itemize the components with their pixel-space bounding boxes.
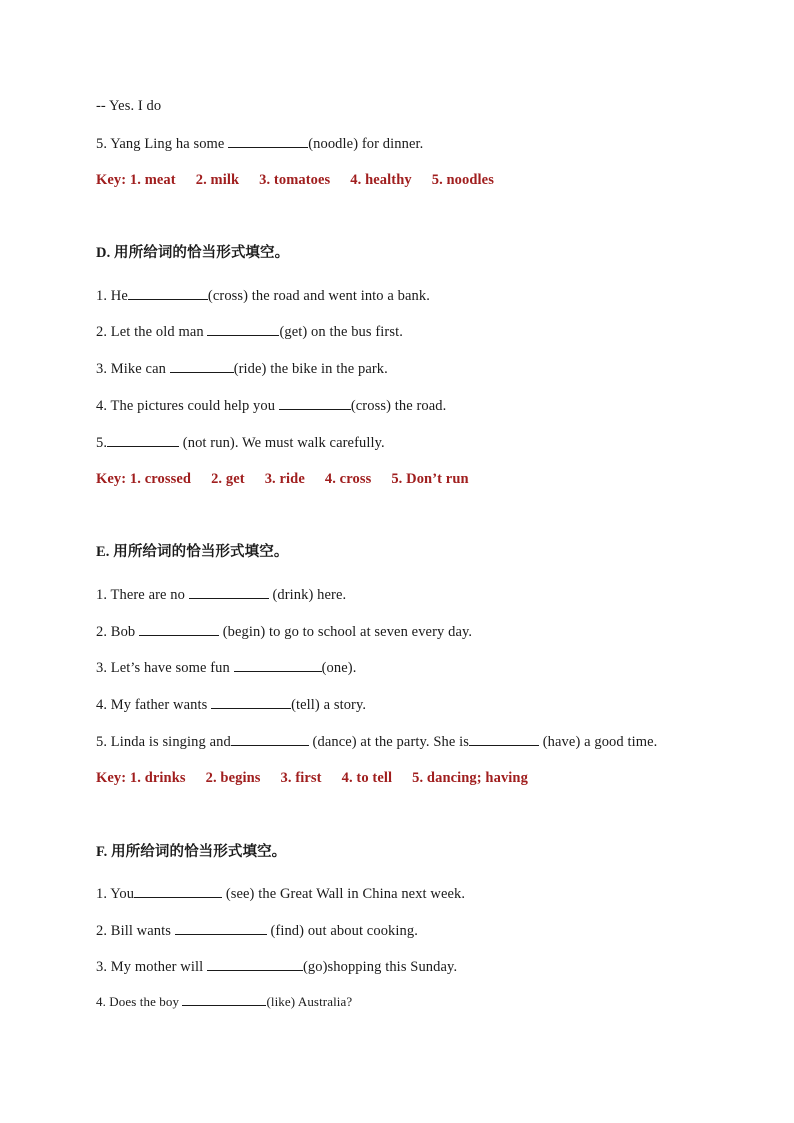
answer-blank[interactable]: [170, 359, 234, 373]
answer-key: Key: 1. crossed 2. get 3. ride 4. cross 5. Don’t run: [96, 471, 469, 487]
answer-blank[interactable]: [234, 658, 322, 672]
answer-key: Key: 1. drinks 2. begins 3. first 4. to tell 5. dancing; having: [96, 770, 528, 786]
answer-key: Key: 1. meat 2. milk 3. tomatoes 4. healthy 5. noodles: [96, 172, 494, 188]
exercise-item: 2. Let the old man (get) on the bus first.: [96, 324, 403, 340]
answer-blank[interactable]: [207, 322, 279, 336]
exercise-item: 3. My mother will (go)shopping this Sunday.: [96, 959, 458, 975]
answer-blank[interactable]: [182, 994, 266, 1006]
exercise-item: 2. Bill wants (find) out about cooking.: [96, 923, 418, 939]
exercise-item: 1. You (see) the Great Wall in China next week.: [96, 886, 466, 902]
answer-blank[interactable]: [128, 286, 208, 300]
answer-blank[interactable]: [139, 622, 219, 636]
section-heading: D. 用所给词的恰当形式填空。: [96, 245, 290, 261]
answer-blank[interactable]: [231, 732, 309, 746]
item-text: (noodle) for dinner.: [308, 136, 424, 152]
exercise-item: 5. (not run). We must walk carefully.: [96, 435, 385, 451]
exercise-item: [96, 134, 423, 153]
exercise-item: 1. He (cross) the road and went into a bank.: [96, 288, 430, 304]
exercise-item: 4. My father wants (tell) a story.: [96, 697, 367, 713]
answer-blank[interactable]: [189, 585, 269, 599]
answer-blank[interactable]: [107, 433, 179, 447]
answer-blank[interactable]: [211, 695, 291, 709]
exercise-item: 4. The pictures could help you (cross) the road.: [96, 398, 447, 414]
exercise-item: 3. Mike can (ride) the bike in the park.: [96, 361, 388, 377]
answer-blank[interactable]: [207, 957, 303, 971]
answer-line: [96, 97, 161, 115]
answer-blank[interactable]: [469, 732, 539, 746]
answer-blank[interactable]: [228, 134, 308, 148]
exercise-item: 5. Linda is singing and (dance) at the party. She is (have) a good time.: [96, 734, 658, 750]
exercise-item: 3. Let’s have some fun (one).: [96, 660, 357, 676]
answer-blank[interactable]: [279, 396, 351, 410]
section-heading: F. 用所给词的恰当形式填空。: [96, 844, 287, 860]
exercise-item: 4. Does the boy (like) Australia?: [96, 994, 353, 1009]
answer-blank[interactable]: [175, 921, 267, 935]
answer-blank[interactable]: [134, 884, 222, 898]
exercise-item: 2. Bob (begin) to go to school at seven every day.: [96, 624, 473, 640]
item-text: 5. Yang Ling ha some: [96, 136, 229, 152]
exercise-item: 1. There are no (drink) here.: [96, 587, 347, 603]
section-heading: E. 用所给词的恰当形式填空。: [96, 544, 289, 560]
answer-text: -- Yes. I do: [96, 98, 162, 114]
